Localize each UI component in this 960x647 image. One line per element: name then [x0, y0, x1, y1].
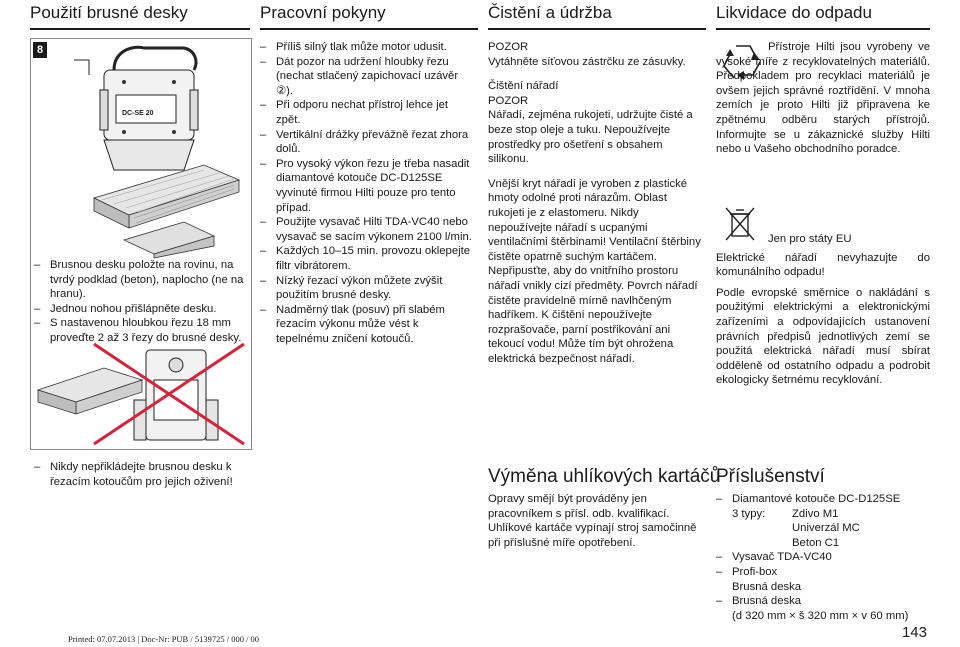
warning-heading: POZOR — [488, 41, 529, 53]
brushes-body — [488, 492, 704, 550]
header-work-instructions: Pracovní pokyny — [260, 0, 478, 30]
list-item: – S nastavenou hloubkou řezu 18 mm proveďte 2 až 3 řezy do brusné desky. — [34, 316, 244, 345]
warning-text: Nářadí, zejména rukojeti, udržujte čisté a beze stop oleje a tuku. Nepoužívejte prostředky pro ošetření s obsahem silikonu. — [488, 109, 693, 166]
column-usage-warning — [34, 460, 250, 489]
types-label: 3 typy: — [732, 507, 766, 520]
cleaning-body: Vnější kryt nářadí je vyroben z plastické hmoty odolné proti nárazům. Oblast rukojeti je z elastomeru. Nikdy nepoužívejte nářadí s ucpanými ventilačními štěrbinami! Ventilační štěrbiny čistěte opatrně suchým kartáčem. Nepřipusťte, aby do vnitřního prostoru nářadí vnikly cizí předměty. Povrch nářadí čistěte pravidelně mírně navlhčeným hadříkem. K čištění nepoužívejte rozprašovače, parní postřikování ani tekoucí vodu! Může tím být ohrožena elektrická bezpečnost nářadí. — [488, 177, 701, 365]
print-info: Printed: 07.07.2013 | Doc-Nr: PUB / 5139725 / 000 / 00 — [68, 634, 260, 644]
list-item: – Profi-box — [716, 565, 930, 580]
eu-label: Jen pro státy EU — [768, 233, 852, 245]
list-item-continued: (d 320 mm × š 320 mm × v 60 mm) — [732, 609, 909, 622]
list-item: – Brusnou desku položte na rovinu, na tvrdý podklad (beton), naplocho (ne na hranu). — [34, 258, 244, 302]
accessories-title: Příslušenství — [716, 466, 825, 487]
list-item: – Nadměrný tlak (posuv) při slabém řezacím výkonu může vést k tepelnému zničení kotoučů. — [260, 303, 474, 347]
header-disposal: Likvidace do odpadu — [716, 0, 930, 30]
list-item: – Při odporu nechat přístroj lehce jet zpět. — [260, 98, 474, 127]
list-item: – Brusná deska — [716, 594, 930, 609]
eu-title: Elektrické nářadí nevyhazujte do komunálního odpadu! — [716, 251, 930, 279]
eu-body: Podle evropské směrnice o nakládání s použitými elektrickými a elektronickými zařízeními a odpovídajících ustanovení právních předpisů jednotlivých zemí se použitá elektrická nářadí musí sbírat odděleně od ostatního odpadu a podrobit ekologicky šetrnému recyklování. — [716, 286, 930, 387]
column-usage — [34, 258, 244, 346]
list-item: – Každých 10–15 min. provozu oklepejte filtr vibrátorem. — [260, 244, 474, 273]
column-work-instructions — [260, 40, 474, 346]
type-item: Univerzál MC — [792, 522, 860, 535]
list-item: – Nízký řezací výkon můžete zvýšit použitím brusné desky. — [260, 274, 474, 303]
list-item: – Jednou nohou přišlápněte desku. — [34, 302, 244, 317]
header-usage: Použití brusné desky — [30, 0, 250, 30]
eu-section — [716, 232, 930, 388]
warning-text: Vytáhněte síťovou zástrčku ze zásuvky. — [488, 55, 686, 68]
cleaning-heading: Čištění nářadí — [488, 80, 559, 93]
column-cleaning — [488, 40, 704, 366]
list-item: – Diamantové kotouče DC-D125SE — [716, 492, 930, 507]
brushes-text: Opravy smějí být prováděny jen pracovníkem s přísl. odb. kvalifikací. Uhlíkové kartáče vypínají stroj samočinně při příslušné míře opotřebení. — [488, 493, 697, 549]
list-item: – Dát pozor na udržení hloubky řezu (nechat stlačený zapichovací uzávěr ②). — [260, 55, 474, 99]
list-item: – Příliš silný tlak může motor udusit. — [260, 40, 474, 55]
svg-text:DC-SE 20: DC-SE 20 — [122, 110, 154, 117]
list-item-continued: Brusná deska — [732, 580, 802, 593]
recycling-paragraph: Přístroje Hilti jsou vyrobeny ve vysoké míře z recyklovatelných materiálů. Předpokladem pro recyklaci materiálů je ovšem jejich správné roztřídění. V mnoha zemích je proto Hilti již připravena ke zpětnému odběru starých přístrojů. Informujte se u zákaznické služby Hilti nebo u Vašeho obchodního poradce. — [716, 41, 930, 156]
brushes-title: Výměna uhlíkových kartáčů — [488, 466, 721, 487]
recycling-text — [716, 40, 930, 157]
list-item: – Nikdy nepřikládejte brusnou desku k řezacím kotoučům pro jejich oživení! — [34, 460, 250, 489]
list-item: – Použijte vysavač Hilti TDA-VC40 nebo vysavač se sacím výkonem 2100 l/min. — [260, 215, 474, 244]
type-item: Beton C1 — [792, 536, 840, 549]
types-row — [716, 507, 930, 522]
page-number: 143 — [901, 624, 927, 641]
type-item: Zdivo M1 — [792, 507, 839, 520]
saw-on-grinding-plate-illustration — [34, 40, 248, 260]
warning-heading: POZOR — [488, 94, 529, 107]
list-item: – Pro vysoký výkon řezu je třeba nasadit diamantové kotouče DC-D125SE vyvinuté firmou Hilti pouze pro tento případ. — [260, 157, 474, 215]
header-cleaning: Čistění a údržba — [488, 0, 706, 30]
step-number: 8 — [33, 42, 47, 58]
list-item: – Vertikální drážky převážně řezat zhora dolů. — [260, 128, 474, 157]
accessories-list — [716, 492, 930, 623]
prohibited-usage-illustration — [34, 340, 248, 446]
list-item: – Vysavač TDA-VC40 — [716, 550, 930, 565]
